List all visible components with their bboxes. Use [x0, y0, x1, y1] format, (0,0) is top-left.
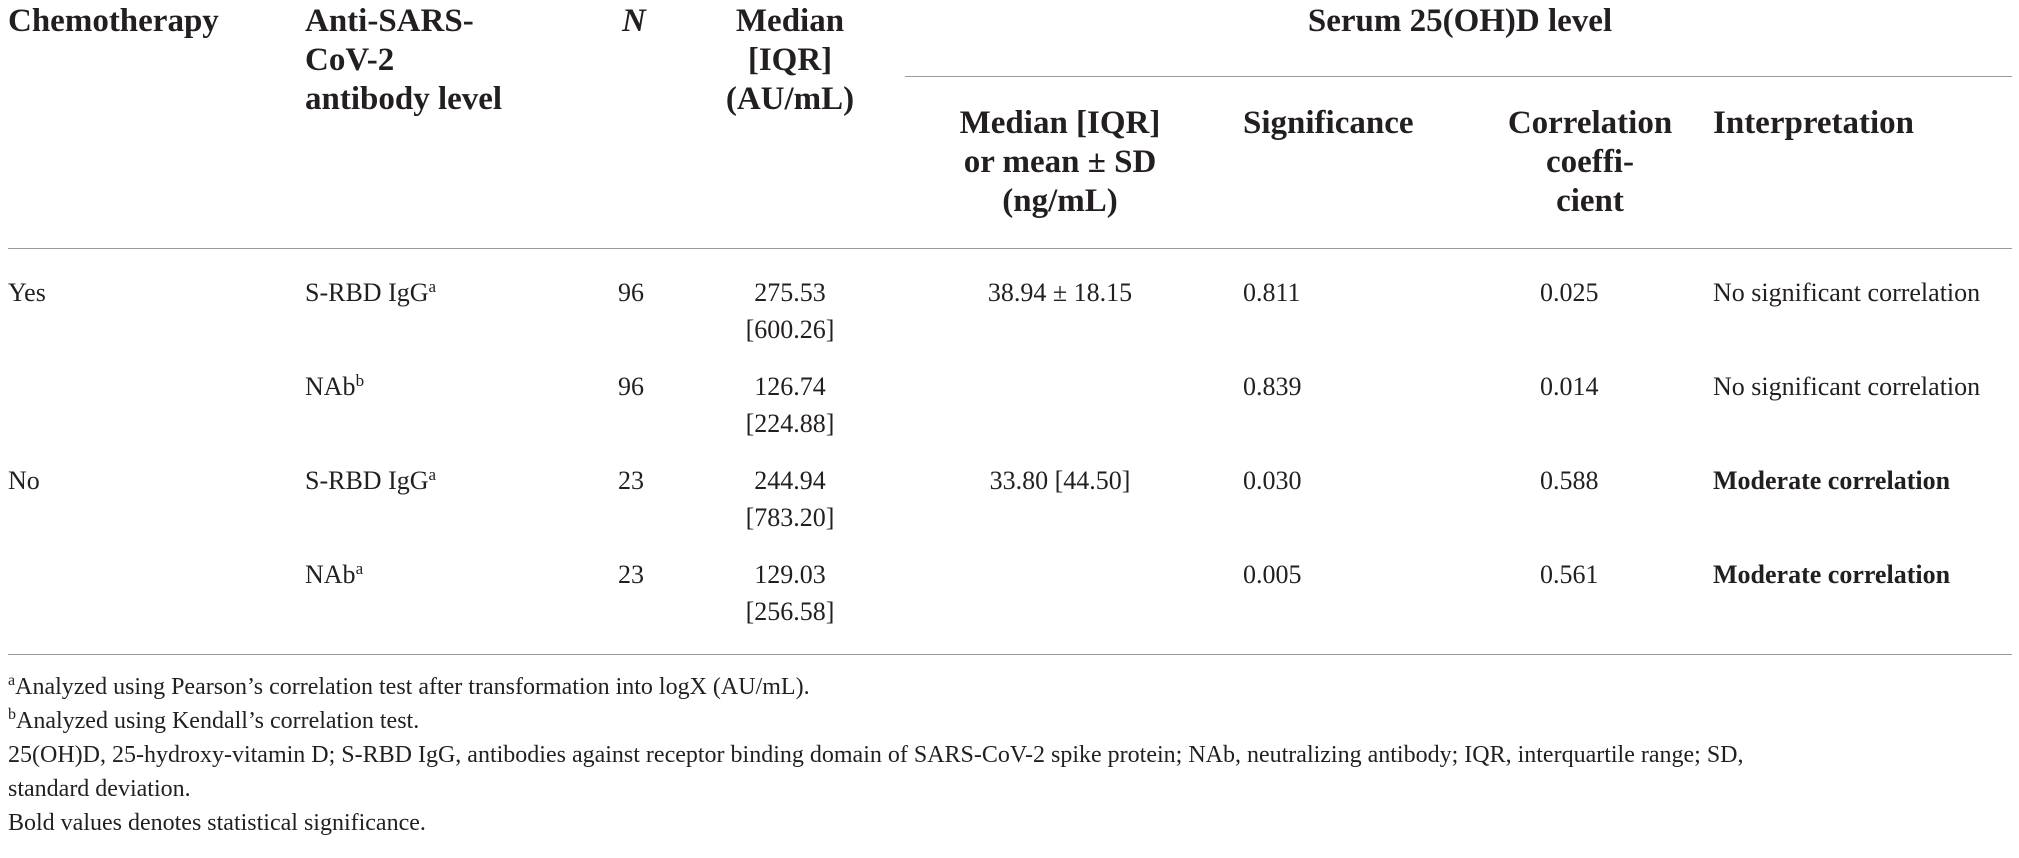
cell-serum-level: 33.80 [44.50]	[989, 466, 1131, 495]
footnote-abbreviations: 25(OH)D, 25-hydroxy-vitamin D; S-RBD IgG, antibodies against receptor binding domain of SARS-CoV-2 spike protein; NAb, neutralizing antibody; IQR, interquartile range; SD,	[8, 742, 1744, 768]
cell-n: 96	[618, 372, 644, 401]
cell-serum-level: 38.94 ± 18.15	[987, 278, 1133, 307]
footnote-mark: a	[355, 559, 364, 578]
antibody-label: NAb	[305, 372, 356, 401]
iqr-value: [783.20]	[745, 503, 835, 532]
header-serum-line: Median [IQR]	[959, 105, 1161, 141]
header-correlation-line: Correlation	[1507, 105, 1673, 141]
median-value: 275.53	[754, 278, 826, 307]
cell-antibody	[305, 274, 436, 311]
header-antibody-line: Anti-SARS-	[305, 3, 474, 39]
cell-median-iqr	[700, 462, 880, 536]
header-correlation-line: cient	[1556, 183, 1624, 219]
iqr-value: [224.88]	[745, 409, 835, 438]
iqr-value: [600.26]	[745, 315, 835, 344]
header-antibody-line: antibody level	[305, 81, 503, 117]
cell-correlation-coefficient: 0.588	[1540, 466, 1599, 495]
footnote-b-text: Analyzed using Kendall’s correlation test.	[16, 708, 420, 734]
header-antibody-level	[305, 2, 502, 119]
header-n: N	[622, 3, 646, 39]
header-significance: Significance	[1243, 105, 1414, 141]
cell-correlation-coefficient: 0.025	[1540, 278, 1599, 307]
header-serum-group: Serum 25(OH)D level	[1307, 3, 1613, 39]
header-serum-line: (ng/mL)	[1002, 183, 1118, 219]
cell-chemotherapy: Yes	[8, 278, 46, 307]
footnote-bold-note: Bold values denotes statistical significance.	[8, 810, 426, 836]
cell-median-iqr	[700, 556, 880, 630]
cell-median-iqr	[700, 368, 880, 442]
header-median-iqr	[700, 2, 880, 119]
header-antibody-line: CoV-2	[305, 42, 395, 78]
antibody-label: S-RBD IgG	[305, 466, 429, 495]
cell-antibody	[305, 556, 363, 593]
cell-median-iqr	[700, 274, 880, 348]
footnote-b-mark: b	[8, 706, 16, 723]
cell-interpretation: Moderate correlation	[1713, 560, 1951, 589]
footnote-mark: a	[428, 465, 437, 484]
cell-n: 23	[618, 466, 644, 495]
table-bottom-rule	[8, 654, 2012, 655]
cell-n: 23	[618, 560, 644, 589]
median-value: 129.03	[754, 560, 826, 589]
cell-n: 96	[618, 278, 644, 307]
cell-significance: 0.005	[1243, 560, 1302, 589]
group-divider	[905, 76, 2012, 77]
header-serum-median	[905, 104, 1215, 221]
header-chemotherapy: Chemotherapy	[8, 3, 219, 39]
cell-interpretation: No significant correlation	[1713, 278, 1981, 307]
cell-correlation-coefficient: 0.014	[1540, 372, 1599, 401]
header-correlation-coefficient	[1490, 104, 1690, 221]
header-bottom-rule	[8, 248, 2012, 249]
header-median-line: Median	[735, 3, 845, 39]
cell-significance: 0.811	[1243, 278, 1301, 307]
cell-antibody	[305, 462, 436, 499]
footnote-mark: b	[355, 371, 365, 390]
iqr-value: [256.58]	[745, 597, 835, 626]
antibody-label: S-RBD IgG	[305, 278, 429, 307]
footnote-abbreviations-cont: standard deviation.	[8, 776, 191, 802]
cell-significance: 0.839	[1243, 372, 1302, 401]
cell-chemotherapy: No	[8, 466, 40, 495]
footnote-b	[8, 704, 419, 738]
cell-antibody	[305, 368, 364, 405]
cell-interpretation: No significant correlation	[1713, 372, 1981, 401]
header-median-line: [IQR]	[747, 42, 833, 78]
median-value: 126.74	[754, 372, 826, 401]
antibody-label: NAb	[305, 560, 356, 589]
footnote-a-mark: a	[8, 672, 16, 689]
median-value: 244.94	[754, 466, 826, 495]
header-interpretation: Interpretation	[1713, 105, 1915, 141]
footnote-mark: a	[428, 277, 437, 296]
footnote-a-text: Analyzed using Pearson’s correlation test after transformation into logX (AU/mL).	[15, 674, 810, 700]
footnote-a	[8, 670, 810, 704]
cell-significance: 0.030	[1243, 466, 1302, 495]
header-correlation-line: coeffi-	[1546, 144, 1634, 180]
header-serum-line: or mean ± SD	[963, 144, 1157, 180]
header-median-line: (AU/mL)	[725, 81, 855, 117]
cell-interpretation: Moderate correlation	[1713, 466, 1951, 495]
cell-correlation-coefficient: 0.561	[1540, 560, 1599, 589]
